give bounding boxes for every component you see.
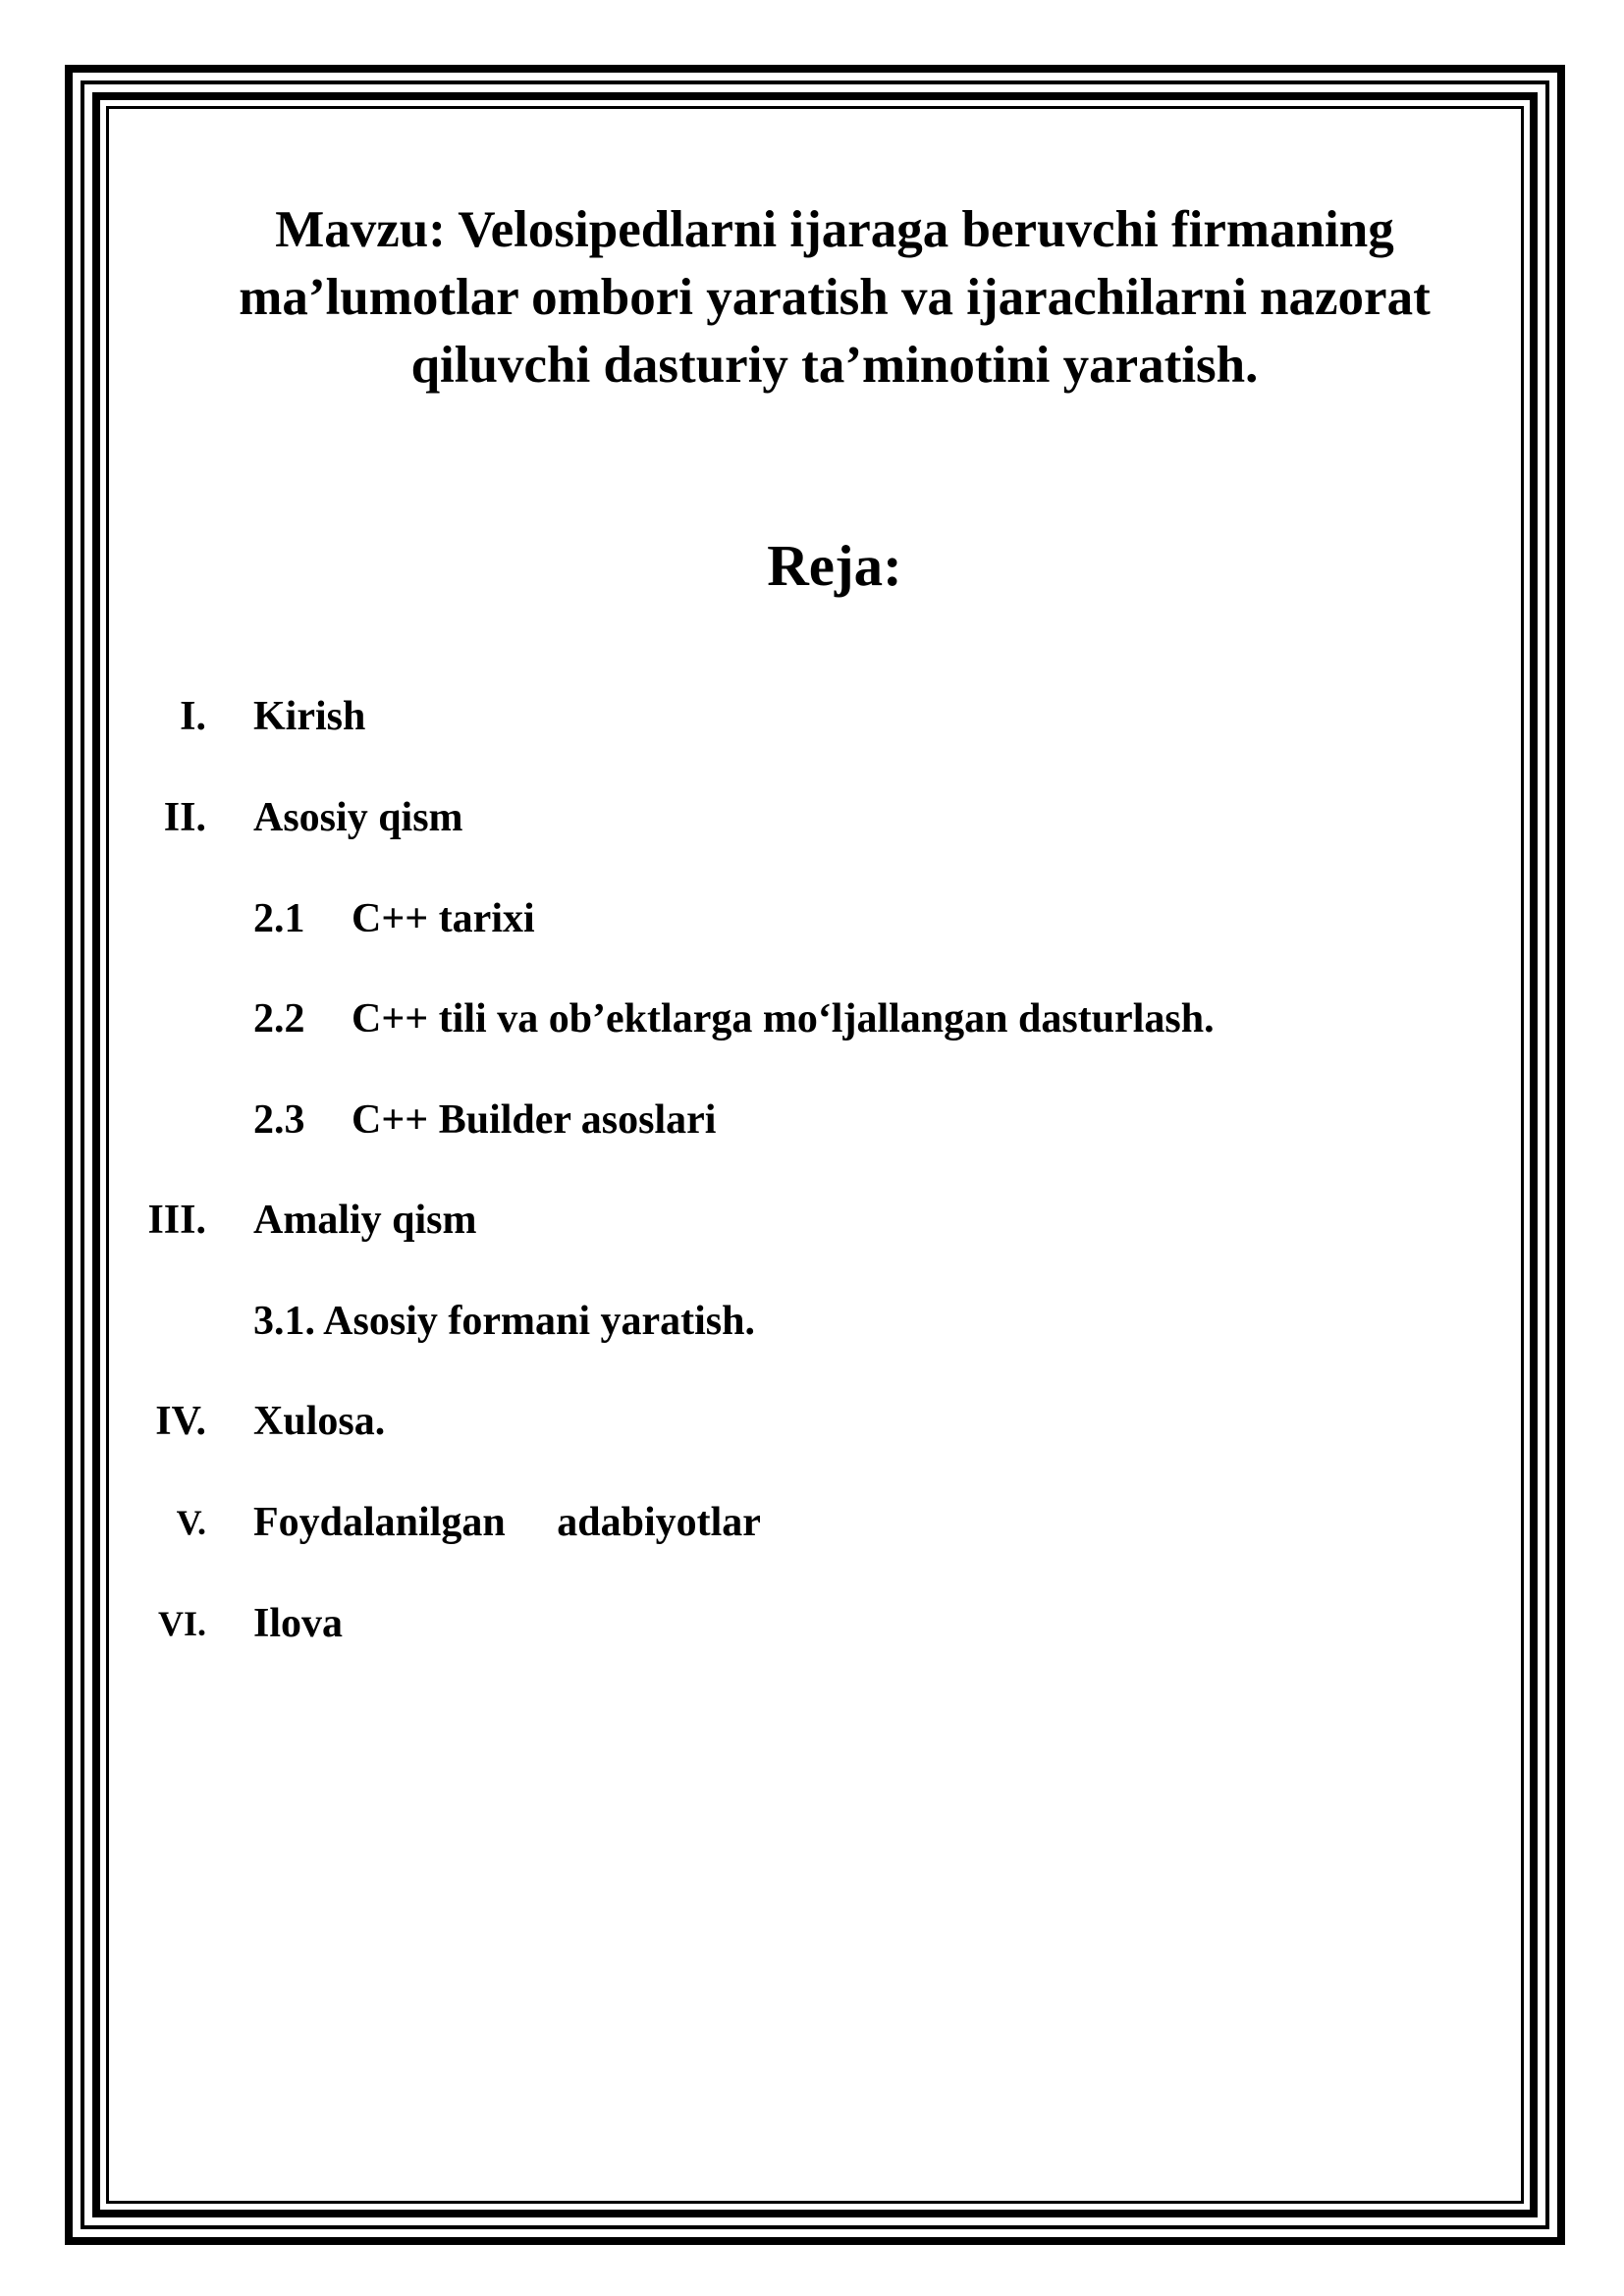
subitem-number: 2.3 <box>253 1097 305 1143</box>
subitem-label: C++ Builder asoslari <box>352 1097 717 1143</box>
item-numeral: I. <box>180 694 206 739</box>
item-numeral: III. <box>147 1198 206 1243</box>
item-label: Amaliy qism <box>253 1198 477 1243</box>
item-numeral: V. <box>176 1503 206 1542</box>
subitem-number: 2.2 <box>253 996 305 1041</box>
subitem-number: 2.1 <box>253 896 305 941</box>
item-numeral: VI. <box>157 1604 206 1643</box>
subitem-label: 3.1. Asosiy formani yaratish. <box>253 1299 756 1344</box>
item-label: Kirish <box>253 694 366 739</box>
title-line-1: Mavzu: Velosipedlarni ijaraga beruvchi firmaning <box>275 201 1394 258</box>
item-label: Foydalanilgan adabiyotlar <box>253 1500 761 1545</box>
subitem-label: C++ tili va ob’ektlarga mo‘ljallangan dasturlash. <box>352 996 1215 1041</box>
item-numeral: IV. <box>155 1399 206 1444</box>
item-label: Xulosa. <box>253 1399 386 1444</box>
page-border-innermost <box>106 106 1524 2204</box>
title-line-3: qiluvchi dasturiy ta’minotini yaratish. <box>410 337 1259 394</box>
subitem-label: C++ tarixi <box>352 896 535 941</box>
item-numeral: II. <box>163 795 206 840</box>
document-title <box>157 196 1512 400</box>
plan-heading: Reja: <box>767 533 902 598</box>
item-label: Asosiy qism <box>253 795 463 840</box>
item-label: Ilova <box>253 1601 344 1646</box>
title-line-2: ma’lumotlar ombori yaratish va ijarachilarni nazorat <box>239 269 1431 326</box>
